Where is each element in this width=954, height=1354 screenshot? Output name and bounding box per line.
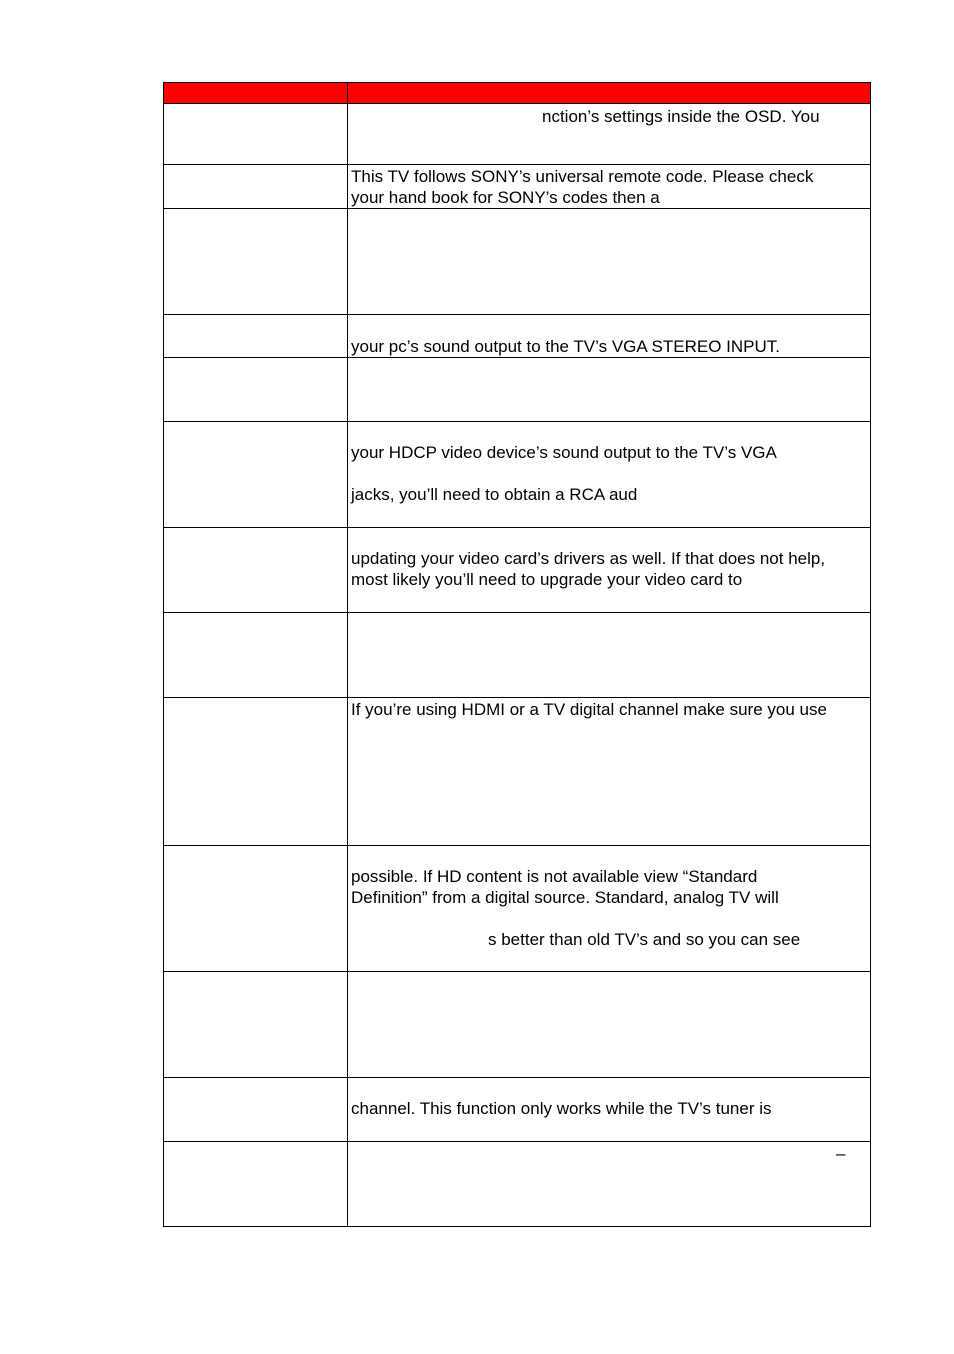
answer-text-line: s better than old TV’s and so you can see (488, 930, 801, 949)
question-cell (164, 972, 348, 1078)
question-cell (164, 209, 348, 315)
question-cell (164, 846, 348, 972)
table-row (164, 209, 871, 315)
table-row (164, 315, 871, 358)
answer-cell (348, 846, 871, 972)
table-row (164, 165, 871, 209)
header-cell-question (164, 83, 348, 104)
answer-cell (348, 165, 871, 209)
answer-text-line: channel. This function only works while the TV’s tuner is (351, 1099, 772, 1118)
question-cell (164, 528, 348, 613)
question-cell (164, 698, 348, 846)
answer-text-line: – (836, 1144, 846, 1163)
table-row (164, 1078, 871, 1142)
question-cell (164, 358, 348, 422)
table-body (164, 104, 871, 1227)
answer-cell (348, 613, 871, 698)
answer-text-line: This TV follows SONY’s universal remote code. Please check (351, 167, 814, 186)
answer-cell (348, 315, 871, 358)
question-cell (164, 315, 348, 358)
question-cell (164, 1078, 348, 1142)
table-row (164, 698, 871, 846)
answer-text-line: updating your video card’s drivers as well. If that does not help, (351, 549, 826, 568)
answer-cell (348, 422, 871, 528)
table-row (164, 104, 871, 165)
question-cell (164, 165, 348, 209)
answer-text-line: jacks, you’ll need to obtain a RCA aud (351, 485, 638, 504)
answer-cell (348, 104, 871, 165)
table-row (164, 1142, 871, 1227)
answer-cell (348, 698, 871, 846)
table-row (164, 358, 871, 422)
answer-cell (348, 972, 871, 1078)
table-row (164, 972, 871, 1078)
answer-cell (348, 1142, 871, 1227)
answer-cell (348, 358, 871, 422)
question-cell (164, 613, 348, 698)
answer-text-line: possible. If HD content is not available view “Standard (351, 867, 758, 886)
question-cell (164, 1142, 348, 1227)
question-cell (164, 104, 348, 165)
faq-table (163, 82, 871, 1227)
answer-text-line: your pc’s sound output to the TV’s VGA STEREO INPUT. (351, 337, 780, 356)
answer-text-line: Definition” from a digital source. Standard, analog TV will (351, 888, 779, 907)
answer-cell (348, 1078, 871, 1142)
answer-text-line: If you’re using HDMI or a TV digital channel make sure you use (351, 700, 827, 719)
header-cell-answer (348, 83, 871, 104)
answer-text-line: nction’s settings inside the OSD. You (542, 107, 820, 126)
answer-text-line: your HDCP video device’s sound output to the TV’s VGA (351, 443, 777, 462)
table-row (164, 846, 871, 972)
answer-text-line: most likely you’ll need to upgrade your video card to (351, 570, 743, 589)
answer-cell (348, 528, 871, 613)
table-row (164, 528, 871, 613)
question-cell (164, 422, 348, 528)
table-header-row (164, 83, 871, 104)
table-row (164, 422, 871, 528)
answer-text-line: your hand book for SONY’s codes then a (351, 188, 660, 207)
answer-cell (348, 209, 871, 315)
table-row (164, 613, 871, 698)
